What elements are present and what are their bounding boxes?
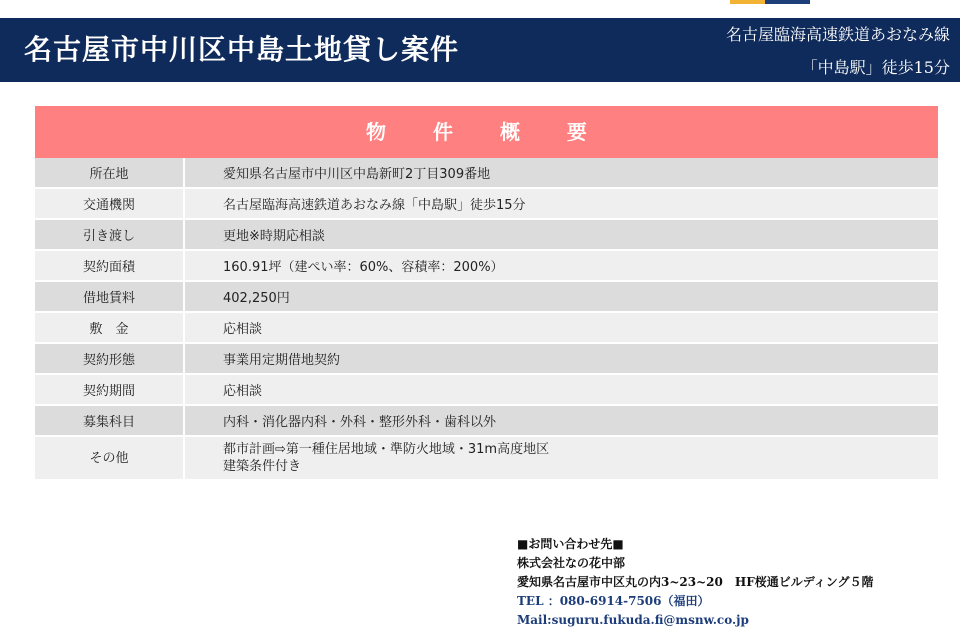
table-row xyxy=(35,405,938,436)
row-value: 事業用定期借地契約 xyxy=(184,343,938,374)
row-value-line: 建築条件付き xyxy=(223,459,302,474)
overview-heading: 物 件 概 要 xyxy=(35,106,938,158)
table-row xyxy=(35,281,938,312)
table-row xyxy=(35,219,938,250)
table-row xyxy=(35,188,938,219)
row-value: 内科・消化器内科・外科・整形外科・歯科以外 xyxy=(184,405,938,436)
table-row xyxy=(35,158,938,188)
table-row xyxy=(35,436,938,480)
overview-table xyxy=(35,158,938,481)
row-label: その他 xyxy=(35,436,184,480)
row-label: 交通機関 xyxy=(35,188,184,219)
row-label: 契約面積 xyxy=(35,250,184,281)
row-label: 引き渡し xyxy=(35,219,184,250)
row-label: 契約形態 xyxy=(35,343,184,374)
row-label: 敷 金 xyxy=(35,312,184,343)
row-label: 募集科目 xyxy=(35,405,184,436)
contact-address: 愛知県名古屋市中区丸の内3~23~20 HF桜通ビルディング５階 xyxy=(517,575,874,589)
row-label: 借地賃料 xyxy=(35,281,184,312)
row-value: 応相談 xyxy=(184,312,938,343)
row-value-line: 都市計画⇨第一種住居地域・準防火地域・31m高度地区 xyxy=(223,442,550,457)
header-banner xyxy=(0,18,960,82)
row-label: 所在地 xyxy=(35,158,184,188)
accent-bar-blue xyxy=(765,0,810,4)
contact-block xyxy=(517,535,874,630)
contact-heading: ■お問い合わせ先■ xyxy=(517,537,624,551)
table-row xyxy=(35,374,938,405)
row-value xyxy=(184,436,938,480)
line-name: 名古屋臨海高速鉄道あおなみ線 xyxy=(725,25,950,44)
row-value: 名古屋臨海高速鉄道あおなみ線「中島駅」徒歩15分 xyxy=(184,188,938,219)
table-row xyxy=(35,250,938,281)
row-value: 更地※時期応相談 xyxy=(184,219,938,250)
row-label: 契約期間 xyxy=(35,374,184,405)
row-value: 愛知県名古屋市中川区中島新町2丁目309番地 xyxy=(184,158,938,188)
property-overview xyxy=(35,106,938,481)
station-access: 「中島駅」徒歩15分 xyxy=(801,58,950,77)
row-value: 402,250円 xyxy=(184,281,938,312)
table-row xyxy=(35,312,938,343)
table-row xyxy=(35,343,938,374)
contact-mail[interactable]: Mail:suguru.fukuda.fi@msnw.co.jp xyxy=(517,613,749,627)
contact-company: 株式会社なの花中部 xyxy=(517,556,626,570)
row-value: 応相談 xyxy=(184,374,938,405)
row-value: 160.91坪（建ぺい率：60%、容積率：200%） xyxy=(184,250,938,281)
contact-tel: TEL ：080-6914-7506（福田） xyxy=(517,594,710,608)
page-title: 名古屋市中川区中島土地貸し案件 xyxy=(24,33,460,66)
